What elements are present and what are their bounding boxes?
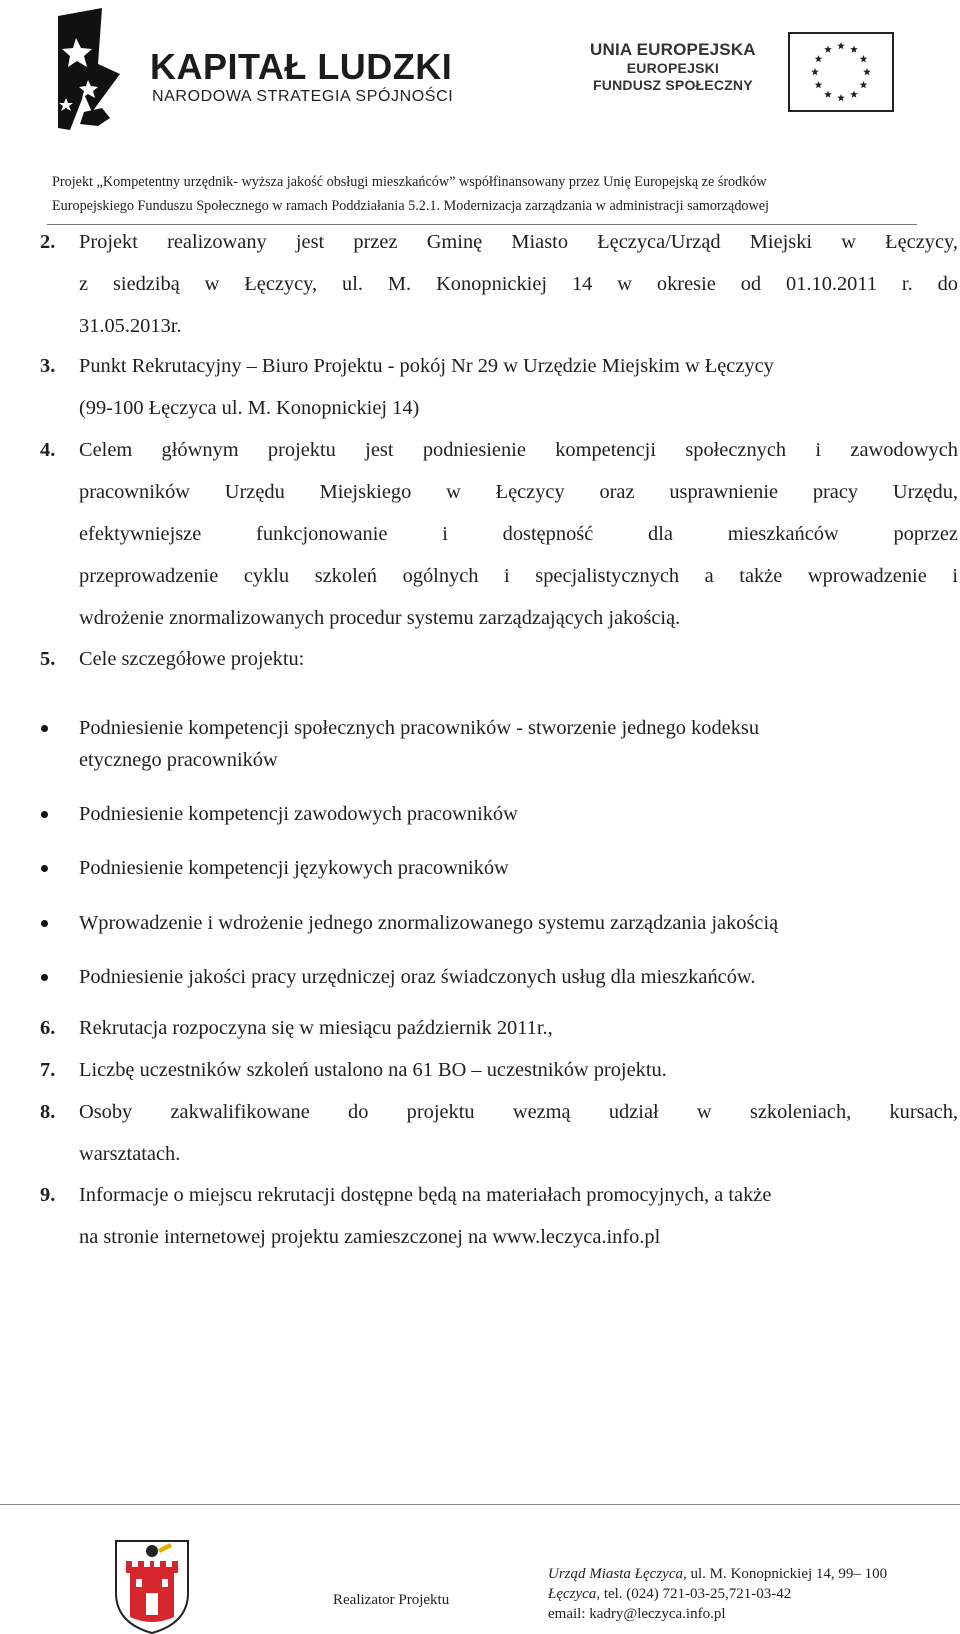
item-number: 5. (40, 648, 56, 670)
office-address: ul. M. Konopnickiej 14, 99– 100 (686, 1566, 888, 1582)
list-item-3 (40, 345, 958, 429)
item-number: 2. (40, 231, 56, 253)
bullet-icon (41, 920, 48, 927)
item-line: Liczbę uczestników szkoleń ustalono na 61 BO – uczestników projektu. (79, 1059, 667, 1081)
kapital-ludzki-subtitle: NARODOWA STRATEGIA SPÓJNOŚCI (152, 88, 454, 105)
item-number: 7. (40, 1059, 56, 1081)
bullet-text: Podniesienie kompetencji społecznych pracowników - stworzenie jednego kodeksu (79, 717, 760, 739)
item-line: wdrożenie znormalizowanych procedur systemu zarządzających jakością. (79, 607, 681, 629)
project-cofinancing-note (52, 170, 912, 218)
list-item-5 (40, 638, 958, 680)
item-line: Projekt realizowany jest przez Gminę Miasto Łęczyca/Urząd Miejski w Łęczycy, (79, 231, 958, 253)
item-line: pracowników Urzędu Miejskiego w Łęczycy oraz usprawnienie pracy Urzędu, (79, 481, 958, 503)
list-item-8 (40, 1091, 958, 1175)
bullet-item (41, 961, 921, 993)
bullet-text: Wprowadzenie i wdrożenie jednego znormalizowanego systemu zarządzania jakością (79, 912, 779, 934)
eu-flag-icon (788, 32, 894, 112)
list-item-6 (40, 1007, 958, 1049)
item-line: Punkt Rekrutacyjny – Biuro Projektu - pokój Nr 29 w Urzędzie Miejskim w Łęczycy (79, 355, 774, 377)
eu-label-line2: EUROPEJSKI (626, 60, 720, 76)
eu-fund-label (590, 40, 756, 94)
bullet-item (41, 712, 921, 776)
item-line: Celem głównym projektu jest podniesienie kompetencji społecznych i zawodowych (79, 439, 958, 461)
footer-address (548, 1564, 887, 1624)
footer-divider (0, 1504, 960, 1505)
item-line: 31.05.2013r. (79, 315, 182, 337)
footer-email[interactable]: email: kadry@leczyca.info.pl (548, 1606, 726, 1622)
footer-address-line1 (548, 1564, 887, 1584)
item-line: Osoby zakwalifikowane do projektu wezmą udział w szkoleniach, kursach, (79, 1101, 958, 1123)
item-line: na stronie internetowej projektu zamieszczonej na www.leczyca.info.pl (79, 1226, 661, 1248)
item-line: z siedzibą w Łęczycy, ul. M. Konopnickiej 14 w okresie od 01.10.2011 r. do (79, 273, 958, 295)
kapital-ludzki-title: KAPITAŁ LUDZKI (150, 46, 453, 87)
phone-numbers: , tel. (024) 721-03-25,721-03-42 (596, 1586, 792, 1602)
item-line: warsztatach. (79, 1143, 181, 1165)
realizator-label: Realizator Projektu (333, 1592, 450, 1608)
eu-label-line1: UNIA EUROPEJSKA (590, 40, 756, 59)
item-line: przeprowadzenie cyklu szkoleń ogólnych i specjalistycznych a także wprowadzenie i (79, 565, 958, 587)
list-item-9 (40, 1174, 958, 1258)
bullet-text: Podniesienie kompetencji językowych pracowników (79, 857, 509, 879)
project-note-line: Projekt „Kompetentny urzędnik- wyższa jakość obsługi mieszkańców” współfinansowany przez Unię Europejską ze środków (52, 174, 767, 190)
item-line: Rekrutacja rozpoczyna się w miesiącu październik 2011r., (79, 1017, 553, 1039)
bullet-text: Podniesienie jakości pracy urzędniczej oraz świadczonych usług dla mieszkańców. (79, 966, 756, 988)
bullet-icon (41, 725, 48, 732)
bullet-icon (41, 974, 48, 981)
item-line: (99-100 Łęczyca ul. M. Konopnickiej 14) (79, 397, 420, 419)
list-item-4 (40, 429, 958, 639)
bullet-text: Podniesienie kompetencji zawodowych pracowników (79, 803, 518, 825)
city-name: Łęczyca (548, 1586, 597, 1602)
item-number: 9. (40, 1184, 56, 1206)
item-number: 6. (40, 1017, 56, 1039)
bullet-item (41, 907, 921, 939)
bullet-text: etycznego pracowników (79, 749, 278, 771)
item-line: efektywniejsze funkcjonowanie i dostępność dla mieszkańców poprzez (79, 523, 958, 545)
bullet-item (41, 798, 921, 830)
bullet-icon (41, 811, 48, 818)
bullet-item (41, 852, 921, 884)
item-number: 8. (40, 1101, 56, 1123)
item-number: 4. (40, 439, 56, 461)
item-number: 3. (40, 355, 56, 377)
list-item-7 (40, 1049, 958, 1091)
item-line: Informacje o miejscu rekrutacji dostępne będą na materiałach promocyjnych, a także (79, 1184, 772, 1206)
list-item-2 (40, 221, 958, 347)
bullet-icon (41, 865, 48, 872)
eu-label-line3: FUNDUSZ SPOŁECZNY (593, 77, 753, 93)
office-name: Urząd Miasta Łęczyca, (548, 1566, 687, 1582)
footer-address-line2 (548, 1584, 887, 1604)
item-line: Cele szczegółowe projektu: (79, 648, 305, 670)
project-note-line: Europejskiego Funduszu Społecznego w ramach Poddziałania 5.2.1. Modernizacja zarządzania w administracji samorządowej (52, 198, 770, 214)
leczyca-coat-of-arms-icon (112, 1533, 192, 1634)
